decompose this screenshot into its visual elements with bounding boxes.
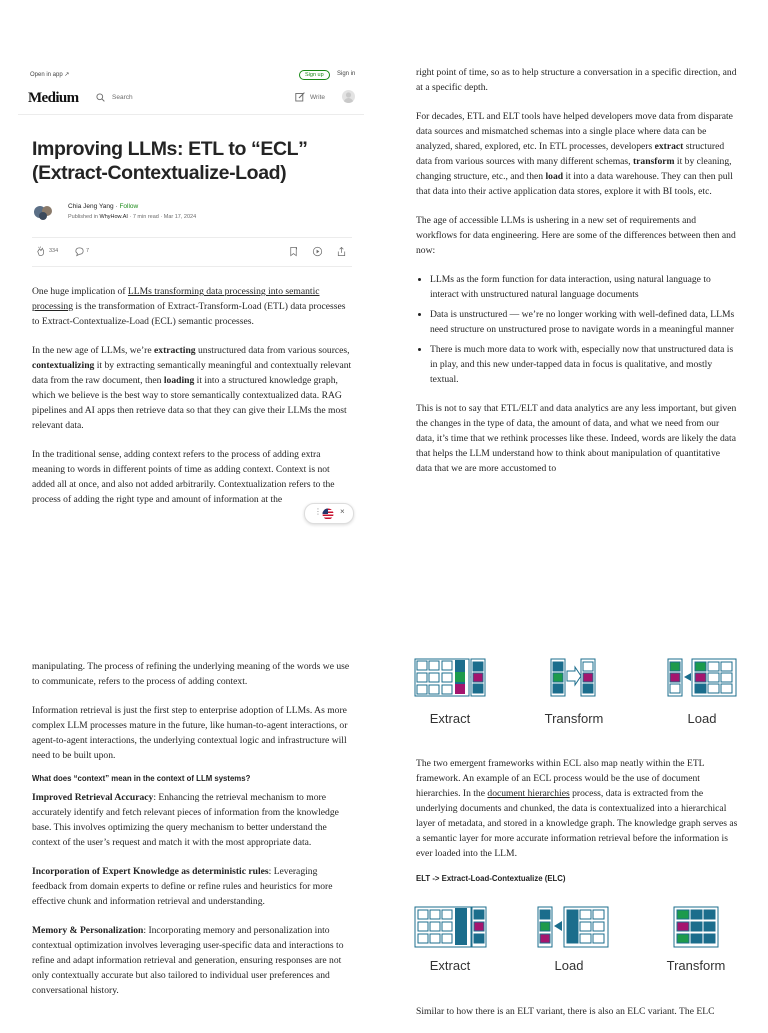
arrow-icon: [684, 673, 691, 681]
share-icon[interactable]: [336, 246, 347, 257]
user-avatar[interactable]: [342, 90, 355, 103]
article-body-right-bottom: [416, 756, 738, 886]
follow-button[interactable]: Follow: [119, 203, 138, 210]
article-body-right-end: [416, 1004, 738, 1033]
paragraph: Memory & Personalization: Incorporating memory and personalization into contextual optimization involves leveraging user-specific data and interactions to refine and adapt information retrieval and generation, ensuring responses are not only contextually accurate but also tailored to individual user preferences and conversational history.: [32, 923, 354, 998]
extract-output: [471, 659, 485, 696]
write-button[interactable]: Write: [310, 94, 325, 101]
paragraph: The age of accessible LLMs is ushering in a new set of requirements and workflows for data engineering. Here are some of the differences between then and now:: [416, 213, 738, 258]
diagram-label-extract: Extract: [414, 711, 486, 726]
bookmark-icon[interactable]: [288, 246, 299, 257]
dot-separator: ·: [115, 203, 119, 210]
paragraph: The two emergent frameworks within ECL also map neatly within the ETL framework. An example of an ECL process would be the use of document hierarchies. In the document hierarchies process, data is extracted from the underlying documents and chunked, the data is contextualized into a hierarchical layer of metadata, and stored in a knowledge graph. The knowledge graph serves as a semantic layer for more accurate information retrieval before the information is ever loaded into the LLM.: [416, 756, 738, 861]
diagram-label-load: Load: [534, 958, 604, 973]
paragraph: right point of time, so as to help structure a conversation in a specific direction, and at a specific depth.: [416, 65, 738, 95]
inline-link[interactable]: LLMs transforming data processing into semantic processing: [32, 286, 320, 312]
arrow-icon: [554, 921, 562, 931]
paragraph: For decades, ETL and ELT tools have helped developers move data from disparate data sources and mismatched schemas into a single place where data can be analyzed, shared, explored, etc. In ETL processes, developers extract structured data from various sources with many different schemas, transform it by cleaning, changing structure, etc., and then load it into a data warehouse. They can then pull that data into their active application data stores, explore it with BI tools, etc.: [416, 109, 738, 199]
section-heading: What does “context” mean in the context of LLM systems?: [32, 771, 354, 786]
close-icon[interactable]: ×: [340, 507, 345, 516]
article-body-left-top: [32, 284, 354, 521]
paragraph: In the new age of LLMs, we’re extracting unstructured data from various sources, contextualizing it by extracting semantically meaningful and contextually relevant data from the raw document, then loading it into a structured knowledge graph, which we believe is the best way to store semantically contextualized data. RAG pipelines and AI apps then retrieve data so that they can give their LLMs the most relevant data.: [32, 343, 354, 433]
response-count: 7: [86, 248, 89, 254]
extract-column-accent: [455, 684, 465, 694]
list-item: • Data is unstructured — we’re no longer working with well-defined data, LLMs need structure on unstructured prose to navigate words in a meaningful manner: [430, 307, 738, 337]
diagram-label-load: Load: [672, 711, 732, 726]
section-heading: ELT -> Extract-Load-Contextualize (ELC): [416, 871, 738, 886]
paragraph: Incorporation of Expert Knowledge as deterministic rules: Leveraging feedback from domain experts to define or refine rules and heuristics for more effective chunk and information retrieval and understanding.: [32, 864, 354, 909]
transform-block: [674, 907, 718, 947]
paragraph: In the traditional sense, adding context refers to the process of adding extra meaning to words in different points of time as adding context. Context is not added all at once, and also not added arbitrarily. Contextualization refers to the process of adding the right type and amount of information at the: [32, 447, 354, 507]
sign-up-button[interactable]: Sign up: [299, 70, 330, 80]
paragraph: manipulating. The process of refining the underlying meaning of the words we use to communicate, refers to the process of adding context.: [32, 659, 354, 689]
article-body-left-bottom: [32, 659, 354, 1012]
write-icon[interactable]: [295, 92, 305, 102]
clap-icon[interactable]: [35, 246, 46, 257]
extract-output: [472, 907, 486, 947]
publication-meta: Published in WhyHow.AI · 7 min read · Mar 17, 2024: [68, 214, 196, 220]
search-icon[interactable]: [96, 93, 105, 102]
sign-in-link[interactable]: Sign in: [337, 71, 355, 77]
publish-date: Mar 17, 2024: [164, 214, 196, 220]
article-body-right-top: [416, 65, 738, 490]
load-block: [538, 907, 608, 947]
extract-column-accent: [455, 672, 465, 682]
paragraph: One huge implication of LLMs transforming data processing into semantic processing is the transformation of Extract-Transform-Load (ETL) data processes to Extract-Contextualize-Load (ECL) semantic processes.: [32, 284, 354, 329]
top-app-bar: [18, 64, 364, 115]
read-time: 7 min read: [133, 214, 159, 220]
clap-count: 334: [49, 248, 58, 254]
article-action-bar: [32, 237, 352, 267]
more-options-icon[interactable]: ⋮: [314, 507, 322, 516]
user-icon: [342, 90, 355, 103]
paragraph: Information retrieval is just the first step to enterprise adoption of LLMs. As more complex LLM processes mature in the future, like human-to-agent interactions, or agent-to-agent interactions, the underlying contextual logic and infrastructure will need to be built upon.: [32, 703, 354, 763]
paragraph: Improved Retrieval Accuracy: Enhancing the retrieval mechanism to more accurately identify and fetch relevant pieces of information from the knowledge base. This involves optimizing the query mechanism to better understand the context of the user’s request and match it with the most appropriate data.: [32, 790, 354, 850]
extract-column: [455, 908, 467, 945]
difference-list: [416, 272, 738, 387]
paragraph: This is not to say that ETL/ELT and data analytics are any less important, but given the changes in the type of data, the amount of data, and what we need from our data, it’s time that we rethink processes like these. Indeed, words are likely the data that helps the LLM understand how to think about manipulation of quantitative data that we are more accustomed to: [416, 401, 738, 476]
load-block: [668, 659, 736, 696]
publication-link[interactable]: WhyHow.AI: [100, 214, 128, 220]
author-avatar[interactable]: [32, 202, 56, 222]
author-name[interactable]: Chia Jeng Yang: [68, 203, 114, 210]
list-item: • LLMs as the form function for data interaction, using natural language to interact with unstructured natural language documents: [430, 272, 738, 302]
diagram-label-extract: Extract: [414, 958, 486, 973]
article-title: Improving LLMs: ETL to “ECL” (Extract-Contextualize-Load): [32, 137, 352, 185]
search-input[interactable]: Search: [112, 94, 133, 101]
published-in-label: Published in: [68, 214, 98, 220]
floating-toolbar[interactable]: [304, 503, 354, 524]
open-in-app-link[interactable]: Open in app ↗: [30, 71, 69, 78]
listen-icon[interactable]: [312, 246, 323, 257]
elc-diagram: [414, 904, 740, 952]
transform-arrow-icon: [567, 667, 581, 685]
diagram-label-transform: Transform: [536, 711, 612, 726]
inline-link[interactable]: document hierarchies: [487, 788, 569, 799]
us-flag-icon[interactable]: [322, 508, 334, 520]
paragraph: Similar to how there is an ELT variant, there is also an ELC variant. The ELC: [416, 1004, 738, 1019]
list-item: • There is much more data to work with, especially now that unstructured data is in play, and this new under-tapped data in focus is qualitative, and mostly textual.: [430, 342, 738, 387]
medium-logo[interactable]: Medium: [28, 90, 79, 107]
author-line: [68, 203, 138, 210]
diagram-label-transform: Transform: [656, 958, 736, 973]
response-icon[interactable]: [74, 246, 85, 257]
